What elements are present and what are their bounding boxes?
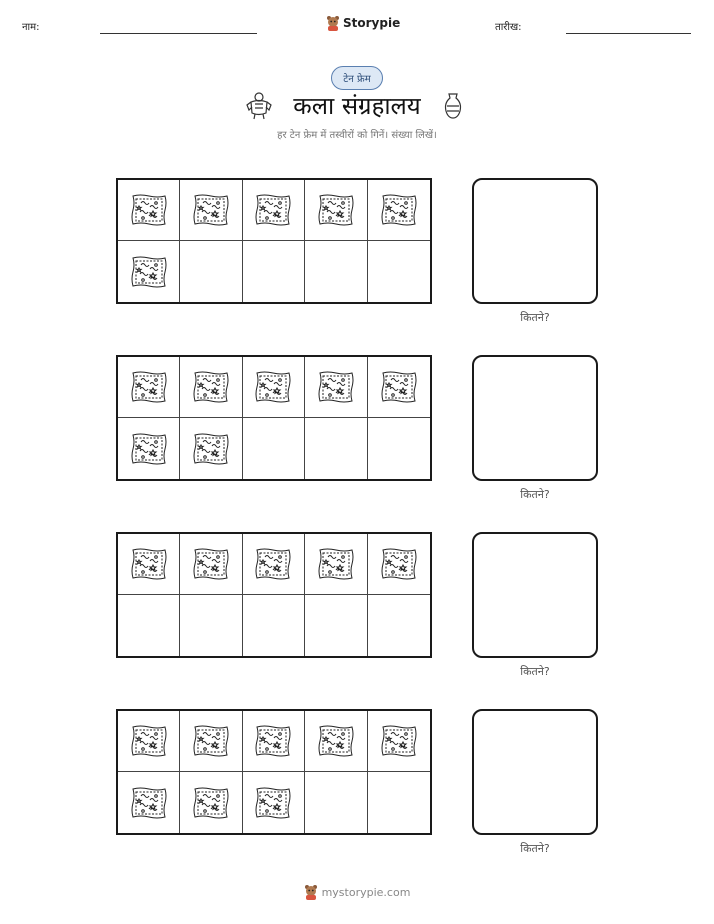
vase-icon bbox=[443, 92, 463, 120]
frame-cell bbox=[305, 711, 367, 772]
date-label: तारीख: bbox=[495, 22, 522, 33]
name-label: नाम: bbox=[22, 22, 40, 33]
frame-cell bbox=[118, 241, 180, 302]
frame-cell bbox=[243, 595, 305, 656]
painting-icon bbox=[380, 370, 418, 404]
frame-cell bbox=[243, 418, 305, 479]
painting-icon bbox=[192, 547, 230, 581]
frame-cell bbox=[118, 772, 180, 833]
frame-cell bbox=[368, 595, 430, 656]
count-question-4: कितने? bbox=[520, 842, 550, 855]
painting-icon bbox=[380, 724, 418, 758]
frame-cell bbox=[180, 711, 242, 772]
frame-cell bbox=[368, 418, 430, 479]
frame-cell bbox=[118, 534, 180, 595]
frame-cell bbox=[368, 357, 430, 418]
page-title: कला संग्रहालय bbox=[293, 92, 421, 120]
storypie-logo bbox=[326, 13, 400, 33]
frame-cell bbox=[305, 534, 367, 595]
painting-icon bbox=[130, 255, 168, 289]
count-question-3: कितने? bbox=[520, 665, 550, 678]
instructions: हर टेन फ्रेम में तस्वीरों को गिनें। संख्या लिखें। bbox=[277, 130, 437, 141]
frame-cell bbox=[118, 595, 180, 656]
frame-cell bbox=[243, 772, 305, 833]
painting-icon bbox=[130, 432, 168, 466]
painting-icon bbox=[192, 724, 230, 758]
frame-cell bbox=[118, 180, 180, 241]
answer-box-3[interactable] bbox=[472, 532, 598, 658]
painting-icon bbox=[192, 193, 230, 227]
ten-frame-4 bbox=[116, 709, 432, 835]
ten-frame-3 bbox=[116, 532, 432, 658]
painting-icon bbox=[130, 547, 168, 581]
painting-icon bbox=[254, 370, 292, 404]
frame-cell bbox=[368, 534, 430, 595]
painting-icon bbox=[317, 547, 355, 581]
painting-icon bbox=[192, 432, 230, 466]
painting-icon bbox=[317, 370, 355, 404]
frame-cell bbox=[243, 711, 305, 772]
frame-cell bbox=[118, 418, 180, 479]
frame-cell bbox=[305, 180, 367, 241]
painting-icon bbox=[192, 370, 230, 404]
frame-cell bbox=[305, 418, 367, 479]
frame-cell bbox=[368, 772, 430, 833]
ten-frame-1 bbox=[116, 178, 432, 304]
answer-box-4[interactable] bbox=[472, 709, 598, 835]
frame-cell bbox=[305, 357, 367, 418]
painting-icon bbox=[130, 370, 168, 404]
frame-cell bbox=[305, 772, 367, 833]
painting-icon bbox=[380, 547, 418, 581]
answer-box-1[interactable] bbox=[472, 178, 598, 304]
frame-cell bbox=[243, 241, 305, 302]
painting-icon bbox=[254, 193, 292, 227]
frame-cell bbox=[243, 534, 305, 595]
frame-cell bbox=[180, 772, 242, 833]
painting-icon bbox=[254, 786, 292, 820]
frame-cell bbox=[243, 180, 305, 241]
painting-icon bbox=[192, 786, 230, 820]
painting-icon bbox=[317, 193, 355, 227]
frame-cell bbox=[118, 357, 180, 418]
frame-cell bbox=[305, 241, 367, 302]
painting-icon bbox=[130, 724, 168, 758]
frame-cell bbox=[180, 180, 242, 241]
painting-icon bbox=[130, 193, 168, 227]
frame-cell bbox=[180, 357, 242, 418]
frame-cell bbox=[305, 595, 367, 656]
name-line[interactable] bbox=[100, 33, 257, 34]
ten-frame-2 bbox=[116, 355, 432, 481]
frame-cell bbox=[180, 595, 242, 656]
frame-cell bbox=[180, 534, 242, 595]
count-question-1: कितने? bbox=[520, 311, 550, 324]
answer-box-2[interactable] bbox=[472, 355, 598, 481]
frame-cell bbox=[180, 241, 242, 302]
painting-icon bbox=[380, 193, 418, 227]
ten-frame-badge: टेन फ्रेम bbox=[331, 66, 383, 90]
footer-url: mystorypie.com bbox=[321, 885, 411, 899]
footer bbox=[0, 884, 714, 900]
bear-icon bbox=[304, 884, 318, 900]
brand-name: Storypie bbox=[343, 16, 401, 30]
bear-icon bbox=[326, 15, 340, 31]
painting-icon bbox=[254, 547, 292, 581]
frame-cell bbox=[368, 241, 430, 302]
frame-cell bbox=[368, 180, 430, 241]
frame-cell bbox=[118, 711, 180, 772]
painting-icon bbox=[254, 724, 292, 758]
painting-icon bbox=[130, 786, 168, 820]
frame-cell bbox=[180, 418, 242, 479]
date-line[interactable] bbox=[566, 33, 691, 34]
frame-cell bbox=[243, 357, 305, 418]
count-question-2: कितने? bbox=[520, 488, 550, 501]
painting-icon bbox=[317, 724, 355, 758]
frame-cell bbox=[368, 711, 430, 772]
